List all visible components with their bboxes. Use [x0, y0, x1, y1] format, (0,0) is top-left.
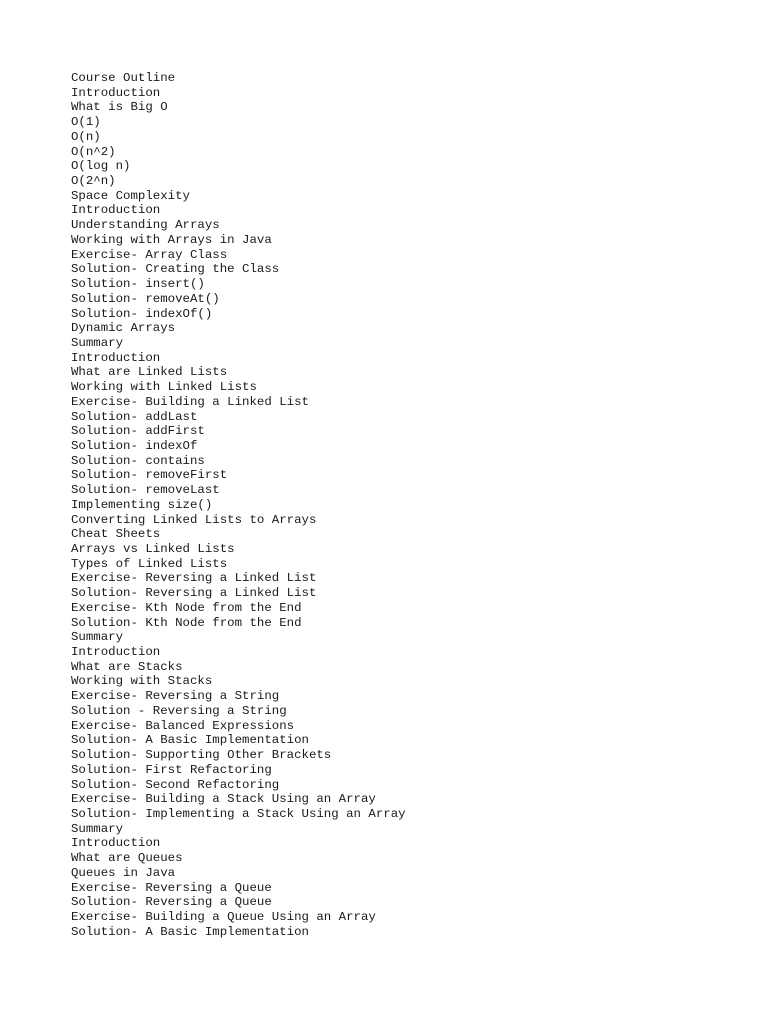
outline-line: Solution- removeAt() — [71, 291, 220, 306]
outline-line: Summary — [71, 821, 124, 836]
outline-line: What are Linked Lists — [71, 365, 228, 380]
outline-line: Introduction — [71, 85, 161, 100]
outline-line: Implementing size() — [71, 497, 213, 512]
outline-line: O(log n) — [71, 159, 131, 174]
outline-line: Solution- Creating the Class — [71, 262, 280, 277]
outline-line: Course Outline — [71, 71, 176, 85]
outline-line: Solution- A Basic Implementation — [71, 924, 309, 939]
outline-line: Solution- Reversing a Queue — [71, 895, 272, 910]
outline-line: Exercise- Kth Node from the End — [71, 600, 302, 615]
outline-line: Solution- removeLast — [71, 483, 220, 498]
outline-line: Solution- indexOf — [71, 438, 198, 453]
outline-line: Solution- insert() — [71, 277, 205, 292]
outline-line: What are Queues — [71, 851, 183, 866]
outline-line: Solution- indexOf() — [71, 306, 213, 321]
outline-line: Working with Arrays in Java — [71, 232, 272, 247]
outline-line: What are Stacks — [71, 659, 183, 674]
outline-line: Converting Linked Lists to Arrays — [71, 512, 317, 527]
outline-line: Exercise- Building a Stack Using an Array — [71, 792, 376, 807]
outline-line: Solution- Second Refactoring — [71, 777, 280, 792]
outline-line: Space Complexity — [71, 188, 190, 203]
outline-line: Exercise- Array Class — [71, 247, 228, 262]
outline-line: Queues in Java — [71, 865, 176, 880]
outline-line: Solution- First Refactoring — [71, 762, 272, 777]
outline-line: Cheat Sheets — [71, 527, 161, 542]
outline-line: Working with Linked Lists — [71, 380, 257, 395]
outline-line: Solution- A Basic Implementation — [71, 733, 309, 748]
outline-line: Exercise- Reversing a Queue — [71, 880, 272, 895]
outline-line: What is Big O — [71, 100, 168, 115]
outline-line: Summary — [71, 335, 124, 350]
outline-line: Solution- Reversing a Linked List — [71, 586, 317, 601]
outline-line: Understanding Arrays — [71, 218, 220, 233]
outline-line: Introduction — [71, 203, 161, 218]
outline-line: Working with Stacks — [71, 674, 213, 689]
outline-line: O(n) — [71, 129, 101, 144]
outline-line: Types of Linked Lists — [71, 556, 228, 571]
outline-line: Exercise- Reversing a Linked List — [71, 571, 317, 586]
outline-line: Dynamic Arrays — [71, 321, 176, 336]
outline-line: O(n^2) — [71, 144, 116, 159]
outline-line: O(1) — [71, 115, 101, 130]
outline-line: Introduction — [71, 836, 161, 851]
outline-line: Solution- removeFirst — [71, 468, 228, 483]
outline-line: Summary — [71, 630, 124, 645]
outline-line: Solution- Supporting Other Brackets — [71, 748, 332, 763]
course-outline-document — [71, 71, 751, 939]
outline-line: Solution - Reversing a String — [71, 703, 287, 718]
outline-line: Arrays vs Linked Lists — [71, 542, 235, 556]
outline-line: Exercise- Building a Linked List — [71, 394, 309, 409]
outline-line: Solution- contains — [71, 453, 205, 468]
outline-line: Exercise- Balanced Expressions — [71, 718, 295, 733]
outline-line: O(2^n) — [71, 174, 116, 189]
outline-line: Exercise- Building a Queue Using an Array — [71, 909, 376, 924]
outline-line: Solution- Implementing a Stack Using an Array — [71, 806, 406, 821]
outline-line: Solution- addLast — [71, 409, 198, 424]
outline-line: Introduction — [71, 350, 161, 365]
outline-line: Exercise- Reversing a String — [71, 689, 280, 704]
outline-line: Introduction — [71, 645, 161, 660]
outline-line: Solution- Kth Node from the End — [71, 615, 302, 630]
outline-line: Solution- addFirst — [71, 424, 205, 439]
